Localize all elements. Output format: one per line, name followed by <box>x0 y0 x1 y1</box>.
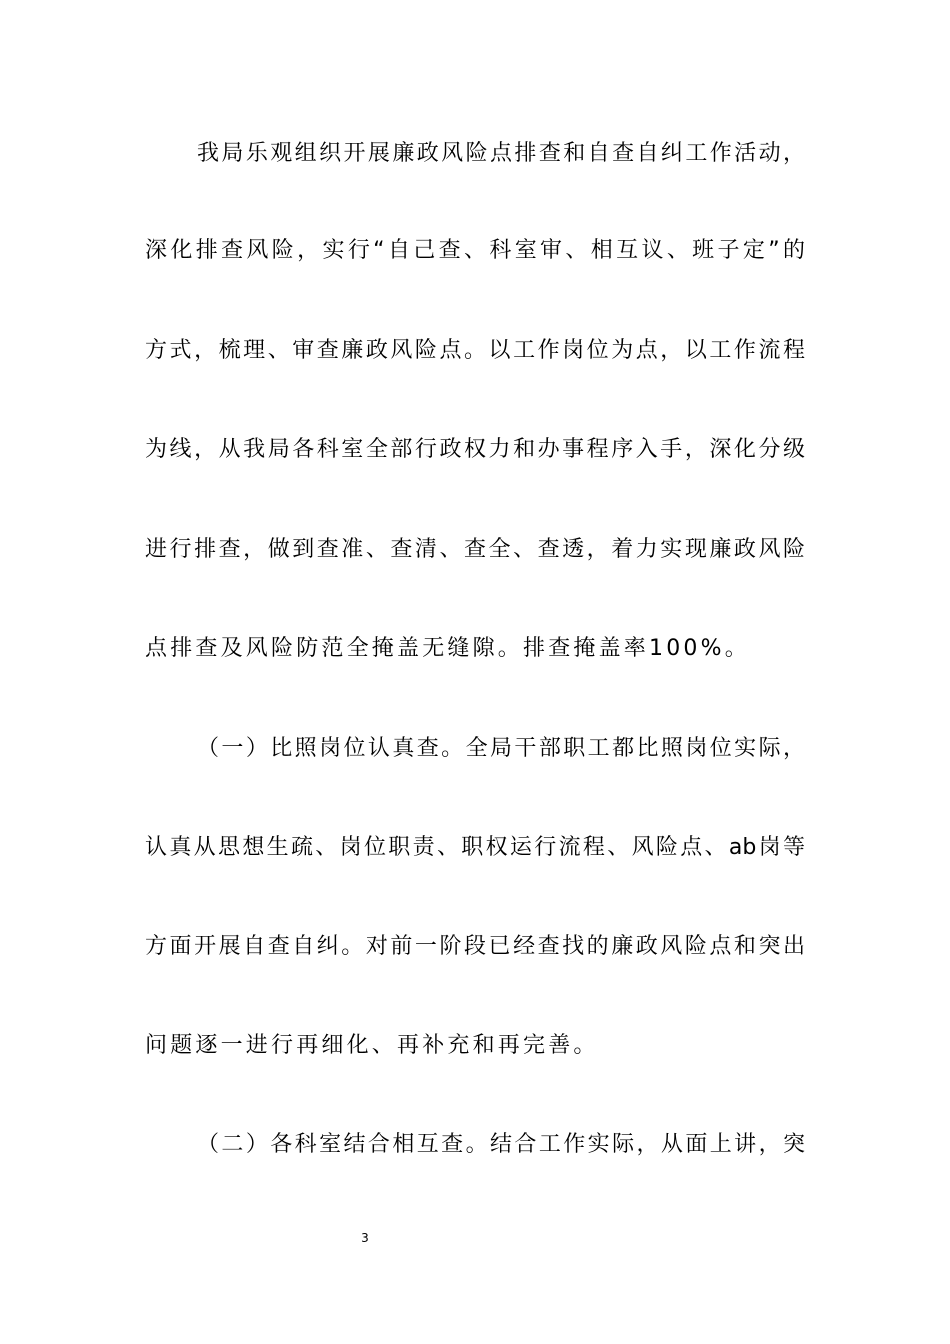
paragraph-2-line-1: （一）比照岗位认真查。全局干部职工都比照岗位实际， <box>197 736 805 761</box>
paragraph-2-line-3: 方面开展自查自纠。对前一阶段已经查找的廉政风险点和突出 <box>145 934 805 959</box>
paragraph-3-line-1: （二）各科室结合相互查。结合工作实际，从面上讲，突 <box>197 1132 805 1157</box>
paragraph-1-line-5: 进行排查，做到查准、查清、查全、查透，着力实现廉政风险 <box>145 537 805 562</box>
paragraph-1-line-6: 点排查及风险防范全掩盖无缝隙。排查掩盖率100%。 <box>145 636 750 661</box>
paragraph-1-line-4: 为线，从我局各科室全部行政权力和办事程序入手，深化分级 <box>145 437 805 462</box>
paragraph-2-line-4: 问题逐一进行再细化、再补充和再完善。 <box>145 1033 599 1058</box>
paragraph-1-line-3: 方式，梳理、审查廉政风险点。以工作岗位为点，以工作流程 <box>145 338 805 363</box>
page-number: 3 <box>361 1231 369 1245</box>
paragraph-1-line-2: 深化排查风险，实行“自己查、科室审、相互议、班子定”的 <box>145 238 805 263</box>
paragraph-1-line-1: 我局乐观组织开展廉政风险点排查和自查自纠工作活动， <box>197 141 805 166</box>
paragraph-2-line-2: 认真从思想生疏、岗位职责、职权运行流程、风险点、ab岗等 <box>145 835 805 860</box>
